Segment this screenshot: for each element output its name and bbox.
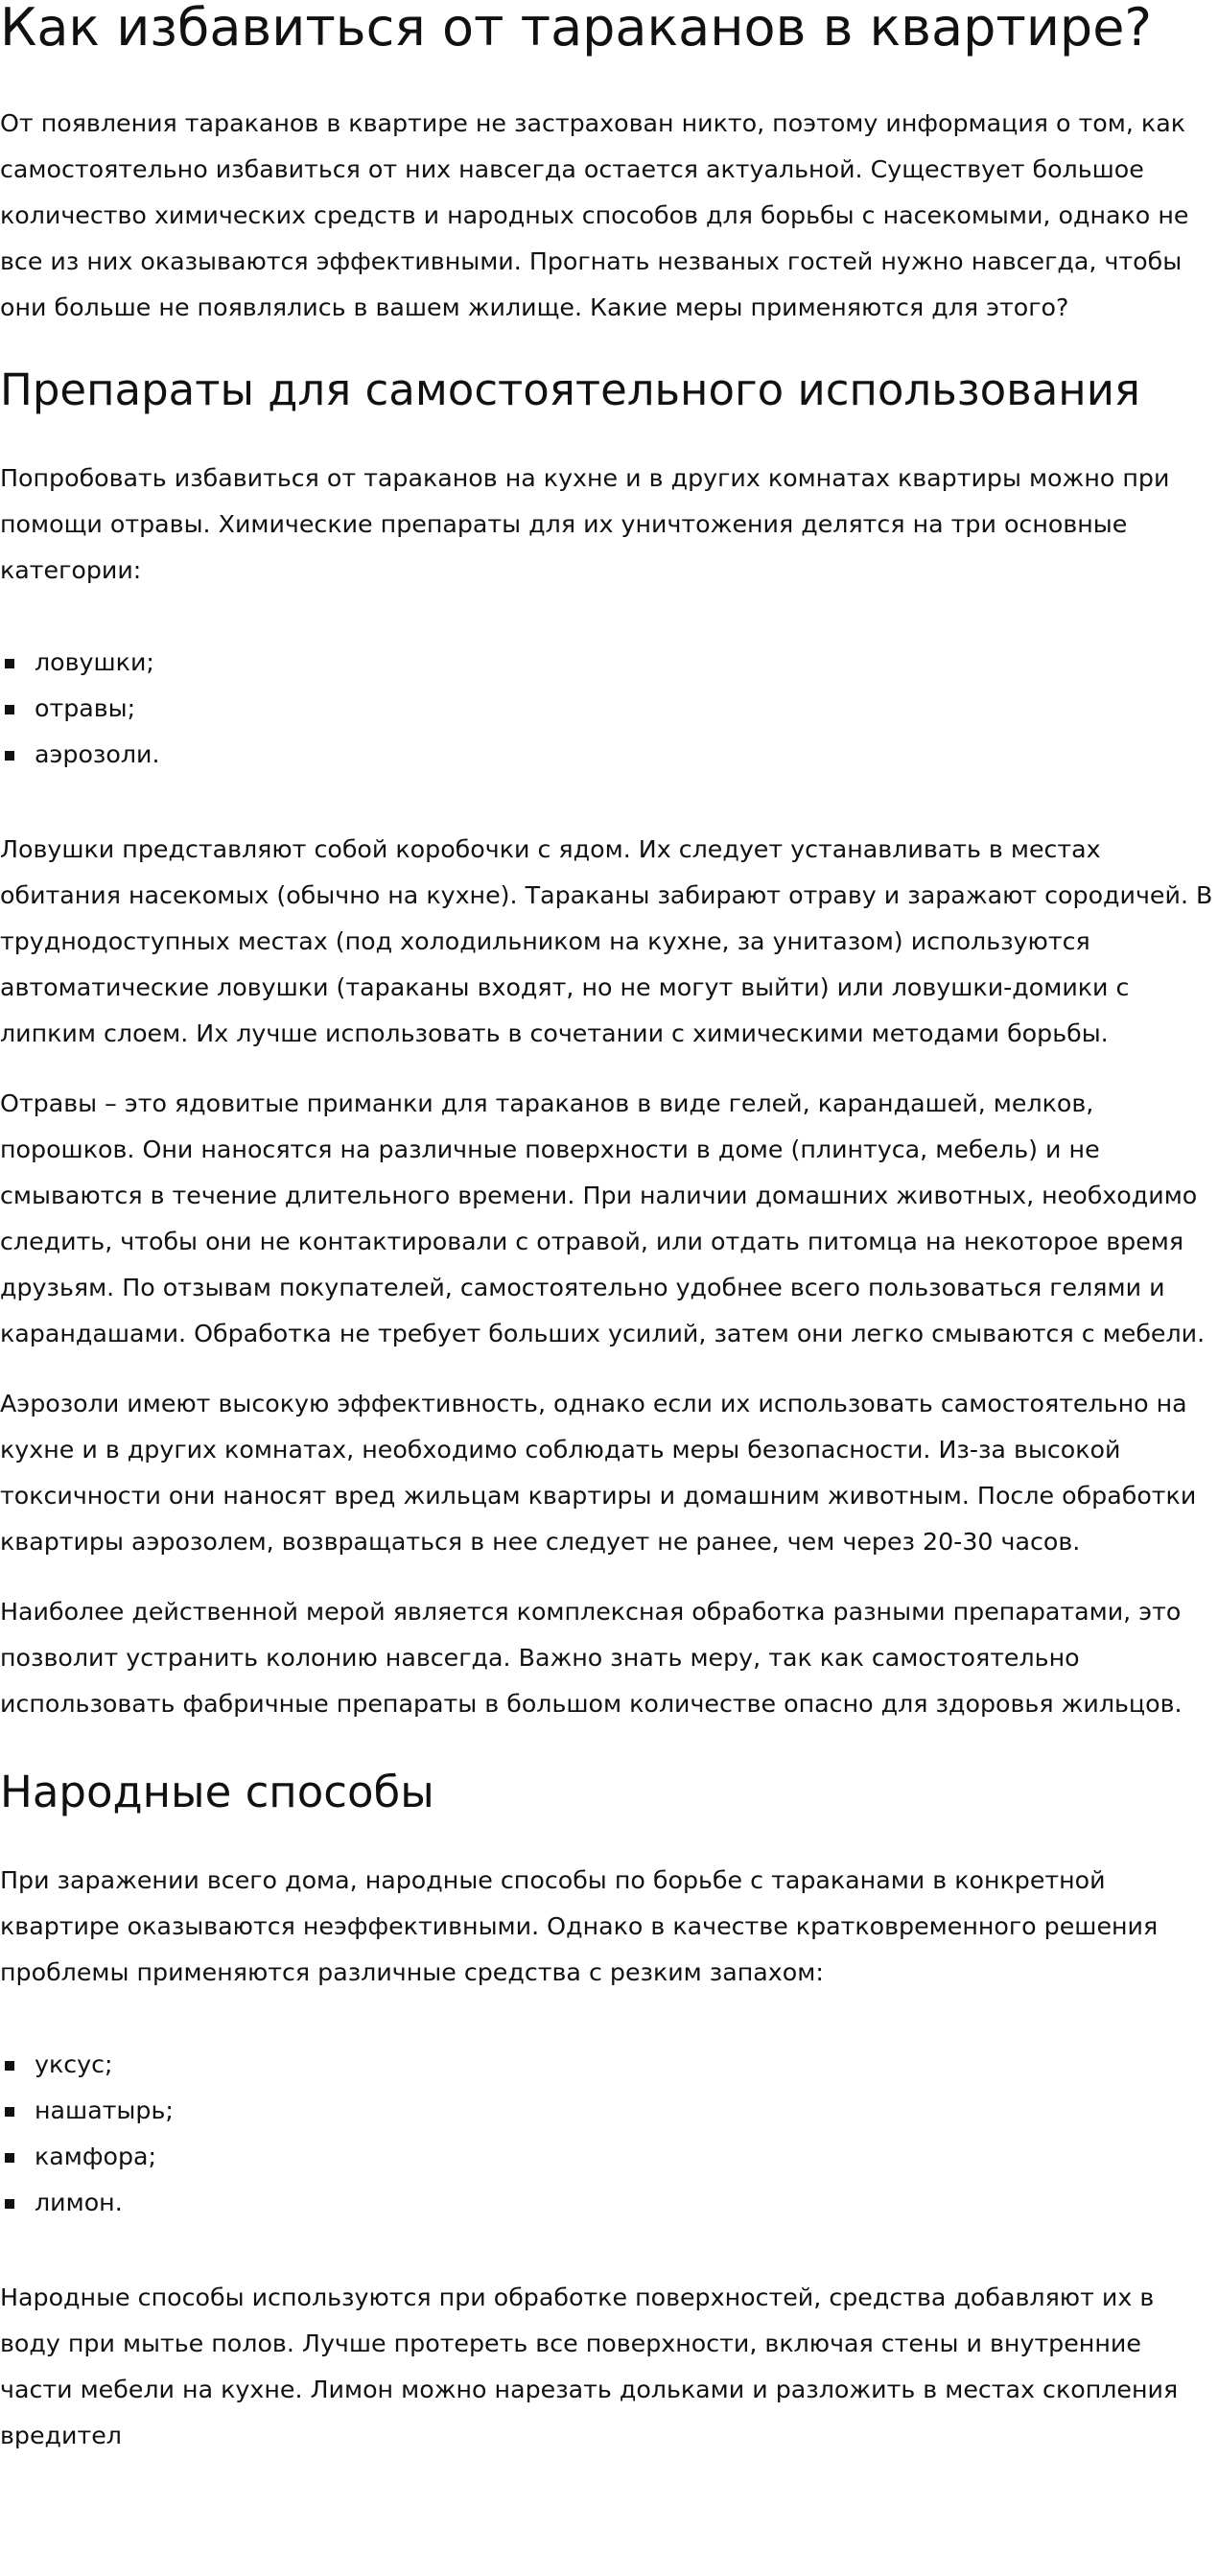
list-item — [0, 640, 1218, 686]
folk-usage-paragraph: Народные способы используются при обработке поверхностей, средства добавляют их в воду при мытье полов. Лучше протереть все поверхности, включая стены и внутренние части мебели на кухне. Лимон можно нарезать дольками и разложить в местах скопления вредител — [0, 2283, 1179, 2449]
square-bullet-icon — [5, 2199, 14, 2209]
list-item — [0, 2134, 1218, 2180]
list-item — [0, 686, 1218, 732]
poisons-paragraph: Отравы – это ядовитые приманки для тараканов в виде гелей, карандашей, мелков, порошков. Они наносятся на различные поверхности в доме (плинтуса, мебель) и не смываются в течение длительного времени. При наличии домашних животных, необходимо следить, чтобы они не контактировали с отравой, или отдать питомца на некоторое время друзьям. По отзывам покупателей, самостоятельно удобнее всего пользоваться гелями и карандашами. Обработка не требует больших усилий, затем они легко смываются с мебели. — [0, 1089, 1206, 1347]
preparations-intro-paragraph: Попробовать избавиться от тараканов на кухне и в других комнатах квартиры можно при помощи отравы. Химические препараты для их уничтожения делятся на три основные категории: — [0, 464, 1170, 584]
square-bullet-icon — [5, 2107, 14, 2117]
square-bullet-icon — [5, 2153, 14, 2163]
preparations-list — [0, 640, 1218, 778]
square-bullet-icon — [5, 2061, 14, 2071]
list-item-text: лимон. — [35, 2189, 123, 2216]
list-item — [0, 2042, 1218, 2088]
folk-remedies-list — [0, 2042, 1218, 2226]
square-bullet-icon — [5, 659, 14, 668]
list-item — [0, 2088, 1218, 2134]
section-heading-preparations: Препараты для самостоятельного использования — [0, 364, 1141, 415]
article-title: Как избавиться от тараканов в квартире? — [0, 0, 1153, 58]
traps-paragraph: Ловушки представляют собой коробочки с ядом. Их следует устанавливать в местах обитания насекомых (обычно на кухне). Тараканы забирают отраву и заражают сородичей. В труднодоступных местах (под холодильником на кухне, за унитазом) используются автоматические ловушки (тараканы входят, но не могут выйти) или ловушки-домики с липким слоем. Их лучше использовать в сочетании с химическими методами борьбы. — [0, 835, 1213, 1047]
list-item — [0, 732, 1218, 778]
list-item-text: отравы; — [35, 694, 136, 722]
list-item-text: камфора; — [35, 2143, 157, 2170]
square-bullet-icon — [5, 751, 14, 761]
aerosols-paragraph: Аэрозоли имеют высокую эффективность, однако если их использовать самостоятельно на кухне и в других комнатах, необходимо соблюдать меры безопасности. Из-за высокой токсичности они наносят вред жильцам квартиры и домашним животным. После обработки квартиры аэрозолем, возвращаться в нее следует не ранее, чем через 20-30 часов. — [0, 1390, 1197, 1556]
list-item — [0, 2180, 1218, 2226]
intro-paragraph: От появления тараканов в квартире не застрахован никто, поэтому информация о том, как самостоятельно избавиться от них навсегда остается актуальной. Существует большое количество химических средств и народных способов для борьбы с насекомыми, однако не все из них оказываются эффективными. Прогнать незваных гостей нужно навсегда, чтобы они больше не появлялись в вашем жилище. Какие меры применяются для этого? — [0, 109, 1189, 321]
list-item-text: ловушки; — [35, 648, 154, 676]
square-bullet-icon — [5, 705, 14, 714]
list-item-text: уксус; — [35, 2050, 113, 2078]
list-item-text: аэрозоли. — [35, 740, 160, 768]
complex-treatment-paragraph: Наиболее действенной мерой является комплексная обработка разными препаратами, это позволит устранить колонию навсегда. Важно знать меру, так как самостоятельно использовать фабричные препараты в большом количестве опасно для здоровья жильцов. — [0, 1598, 1183, 1718]
list-item-text: нашатырь; — [35, 2096, 174, 2124]
section-heading-folk-methods: Народные способы — [0, 1767, 434, 1817]
folk-intro-paragraph: При заражении всего дома, народные способы по борьбе с тараканами в конкретной квартире оказываются неэффективными. Однако в качестве кратковременного решения проблемы применяются различные средства с резким запахом: — [0, 1866, 1159, 1986]
